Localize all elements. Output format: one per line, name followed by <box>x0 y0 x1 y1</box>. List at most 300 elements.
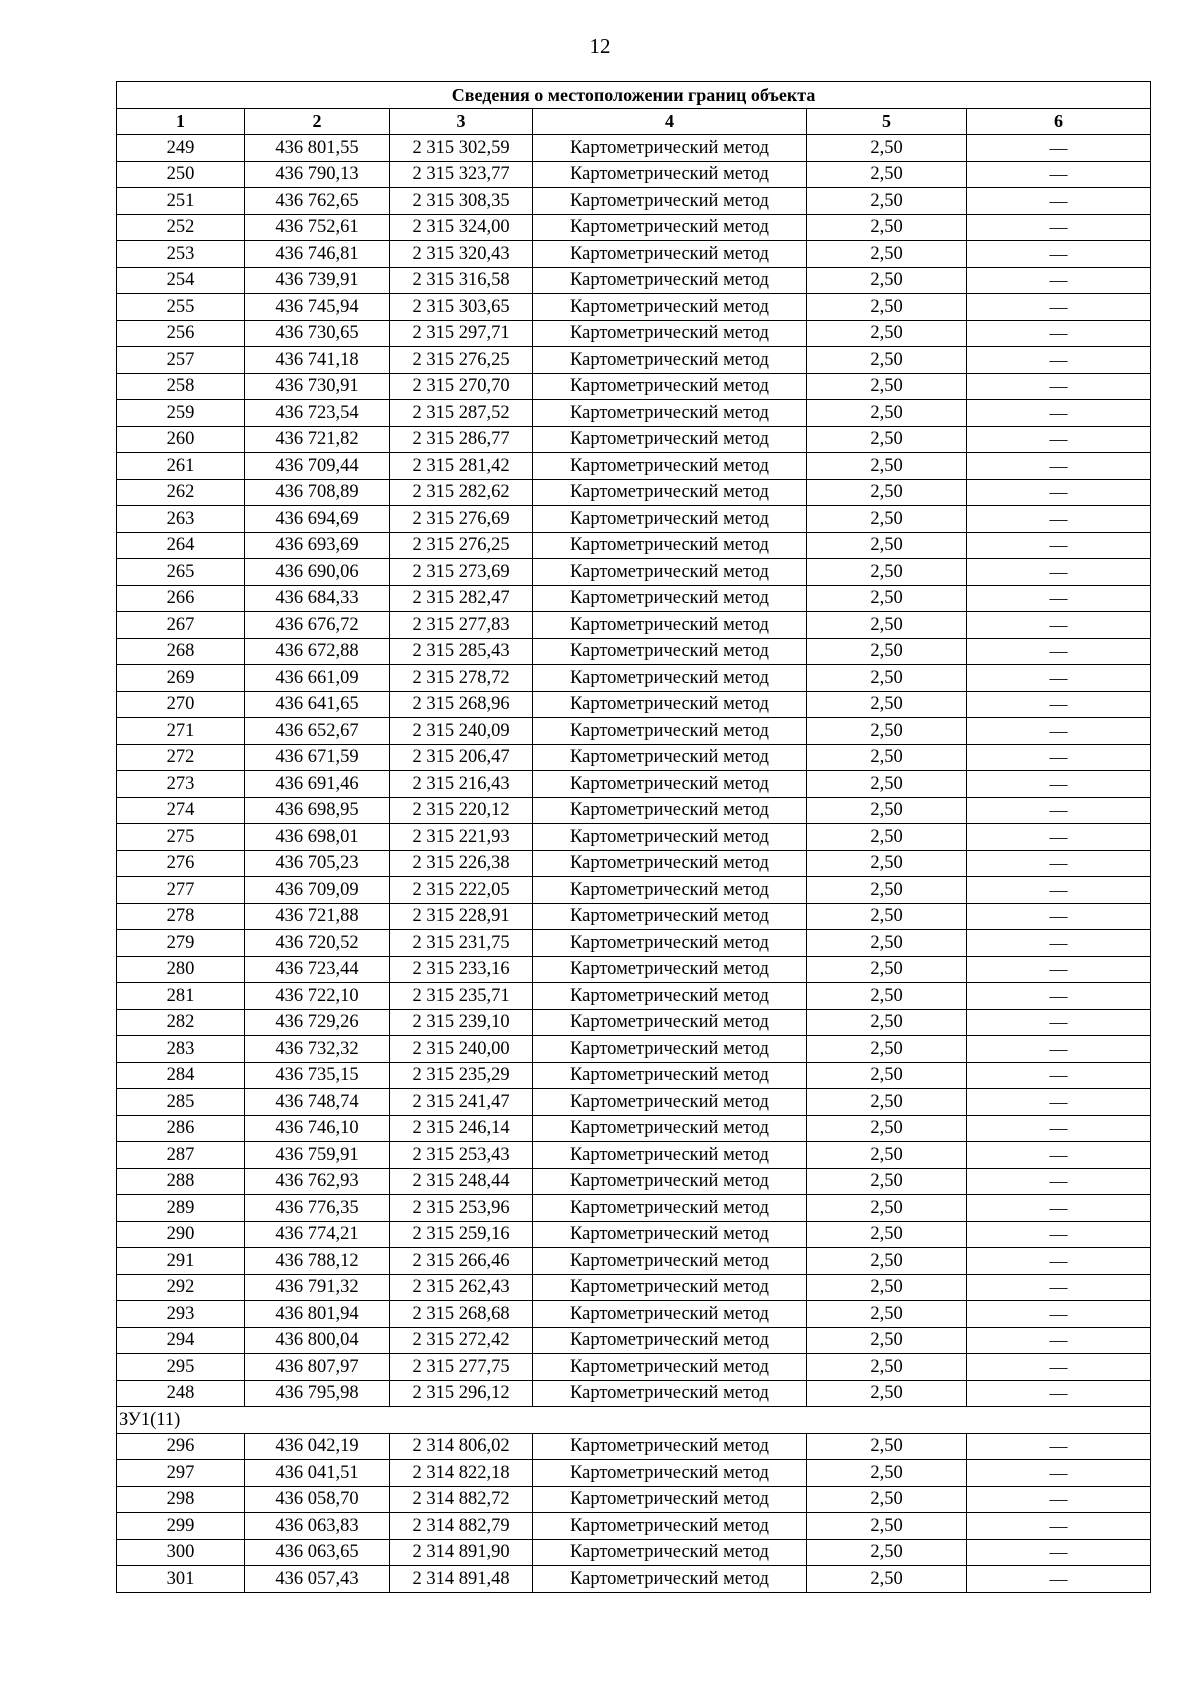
method-cell: Картометрический метод <box>533 877 807 904</box>
accuracy-cell: 2,50 <box>807 506 967 533</box>
coordinate-y-cell: 2 314 806,02 <box>390 1433 533 1460</box>
table-row <box>117 320 1151 347</box>
table-row <box>117 877 1151 904</box>
coordinate-y-cell: 2 315 316,58 <box>390 267 533 294</box>
method-cell: Картометрический метод <box>533 1009 807 1036</box>
description-cell: — <box>967 877 1151 904</box>
table-row <box>117 1248 1151 1275</box>
description-cell: — <box>967 532 1151 559</box>
coordinate-y-cell: 2 315 262,43 <box>390 1274 533 1301</box>
method-cell: Картометрический метод <box>533 241 807 268</box>
coordinate-y-cell: 2 315 320,43 <box>390 241 533 268</box>
method-cell: Картометрический метод <box>533 1354 807 1381</box>
table-row <box>117 453 1151 480</box>
coordinate-x-cell: 436 759,91 <box>245 1142 390 1169</box>
accuracy-cell: 2,50 <box>807 426 967 453</box>
accuracy-cell: 2,50 <box>807 1274 967 1301</box>
accuracy-cell: 2,50 <box>807 612 967 639</box>
coordinate-x-cell: 436 788,12 <box>245 1248 390 1275</box>
accuracy-cell: 2,50 <box>807 665 967 692</box>
coordinate-y-cell: 2 315 266,46 <box>390 1248 533 1275</box>
coordinate-y-cell: 2 314 882,72 <box>390 1486 533 1513</box>
point-number-cell: 273 <box>117 771 245 798</box>
method-cell: Картометрический метод <box>533 532 807 559</box>
description-cell: — <box>967 347 1151 374</box>
table-row <box>117 691 1151 718</box>
accuracy-cell: 2,50 <box>807 1089 967 1116</box>
description-cell: — <box>967 1036 1151 1063</box>
column-number-row <box>117 108 1151 135</box>
description-cell: — <box>967 188 1151 215</box>
method-cell: Картометрический метод <box>533 135 807 162</box>
coordinate-x-cell: 436 762,93 <box>245 1168 390 1195</box>
method-cell: Картометрический метод <box>533 267 807 294</box>
description-cell: — <box>967 1301 1151 1328</box>
coordinate-x-cell: 436 652,67 <box>245 718 390 745</box>
coordinate-y-cell: 2 315 302,59 <box>390 135 533 162</box>
method-cell: Картометрический метод <box>533 1433 807 1460</box>
point-number-cell: 298 <box>117 1486 245 1513</box>
description-cell: — <box>967 824 1151 851</box>
point-number-cell: 287 <box>117 1142 245 1169</box>
boundary-coordinates-table <box>116 81 1151 1593</box>
table-row <box>117 1301 1151 1328</box>
point-number-cell: 267 <box>117 612 245 639</box>
accuracy-cell: 2,50 <box>807 373 967 400</box>
coordinate-y-cell: 2 315 273,69 <box>390 559 533 586</box>
point-number-cell: 254 <box>117 267 245 294</box>
coordinate-y-cell: 2 315 253,43 <box>390 1142 533 1169</box>
point-number-cell: 262 <box>117 479 245 506</box>
coordinate-x-cell: 436 791,32 <box>245 1274 390 1301</box>
coordinate-x-cell: 436 672,88 <box>245 638 390 665</box>
method-cell: Картометрический метод <box>533 1513 807 1540</box>
column-header: 4 <box>533 108 807 135</box>
coordinate-x-cell: 436 739,91 <box>245 267 390 294</box>
point-number-cell: 284 <box>117 1062 245 1089</box>
coordinate-x-cell: 436 762,65 <box>245 188 390 215</box>
description-cell: — <box>967 718 1151 745</box>
accuracy-cell: 2,50 <box>807 1168 967 1195</box>
coordinate-y-cell: 2 315 303,65 <box>390 294 533 321</box>
accuracy-cell: 2,50 <box>807 1354 967 1381</box>
coordinate-x-cell: 436 741,18 <box>245 347 390 374</box>
point-number-cell: 274 <box>117 797 245 824</box>
description-cell: — <box>967 771 1151 798</box>
point-number-cell: 271 <box>117 718 245 745</box>
table-row <box>117 718 1151 745</box>
description-cell: — <box>967 1354 1151 1381</box>
accuracy-cell: 2,50 <box>807 1062 967 1089</box>
point-number-cell: 275 <box>117 824 245 851</box>
coordinate-y-cell: 2 315 228,91 <box>390 903 533 930</box>
method-cell: Картометрический метод <box>533 426 807 453</box>
column-header: 1 <box>117 108 245 135</box>
method-cell: Картометрический метод <box>533 453 807 480</box>
description-cell: — <box>967 1115 1151 1142</box>
table-row <box>117 824 1151 851</box>
table-row <box>117 267 1151 294</box>
accuracy-cell: 2,50 <box>807 241 967 268</box>
method-cell: Картометрический метод <box>533 850 807 877</box>
coordinate-y-cell: 2 315 268,96 <box>390 691 533 718</box>
description-cell: — <box>967 744 1151 771</box>
coordinate-y-cell: 2 315 253,96 <box>390 1195 533 1222</box>
method-cell: Картометрический метод <box>533 1380 807 1407</box>
accuracy-cell: 2,50 <box>807 797 967 824</box>
point-number-cell: 277 <box>117 877 245 904</box>
point-number-cell: 248 <box>117 1380 245 1407</box>
method-cell: Картометрический метод <box>533 1195 807 1222</box>
method-cell: Картометрический метод <box>533 797 807 824</box>
description-cell: — <box>967 930 1151 957</box>
method-cell: Картометрический метод <box>533 373 807 400</box>
accuracy-cell: 2,50 <box>807 956 967 983</box>
method-cell: Картометрический метод <box>533 400 807 427</box>
accuracy-cell: 2,50 <box>807 1539 967 1566</box>
description-cell: — <box>967 453 1151 480</box>
method-cell: Картометрический метод <box>533 1168 807 1195</box>
coordinate-y-cell: 2 314 891,90 <box>390 1539 533 1566</box>
table-row <box>117 532 1151 559</box>
description-cell: — <box>967 956 1151 983</box>
description-cell: — <box>967 241 1151 268</box>
coordinate-y-cell: 2 314 891,48 <box>390 1566 533 1593</box>
accuracy-cell: 2,50 <box>807 903 967 930</box>
coordinate-y-cell: 2 315 276,25 <box>390 347 533 374</box>
accuracy-cell: 2,50 <box>807 1036 967 1063</box>
point-number-cell: 266 <box>117 585 245 612</box>
coordinate-y-cell: 2 315 259,16 <box>390 1221 533 1248</box>
point-number-cell: 272 <box>117 744 245 771</box>
table-row <box>117 1486 1151 1513</box>
coordinate-x-cell: 436 694,69 <box>245 506 390 533</box>
accuracy-cell: 2,50 <box>807 453 967 480</box>
point-number-cell: 289 <box>117 1195 245 1222</box>
point-number-cell: 251 <box>117 188 245 215</box>
table-row <box>117 241 1151 268</box>
point-number-cell: 288 <box>117 1168 245 1195</box>
coordinate-x-cell: 436 058,70 <box>245 1486 390 1513</box>
point-number-cell: 291 <box>117 1248 245 1275</box>
coordinate-x-cell: 436 709,44 <box>245 453 390 480</box>
method-cell: Картометрический метод <box>533 1566 807 1593</box>
method-cell: Картометрический метод <box>533 612 807 639</box>
point-number-cell: 270 <box>117 691 245 718</box>
coordinate-x-cell: 436 801,94 <box>245 1301 390 1328</box>
description-cell: — <box>967 797 1151 824</box>
table-row <box>117 771 1151 798</box>
description-cell: — <box>967 665 1151 692</box>
coordinate-x-cell: 436 709,09 <box>245 877 390 904</box>
point-number-cell: 264 <box>117 532 245 559</box>
accuracy-cell: 2,50 <box>807 294 967 321</box>
description-cell: — <box>967 1460 1151 1487</box>
description-cell: — <box>967 1274 1151 1301</box>
table-title: Сведения о местоположении границ объекта <box>117 82 1151 109</box>
point-number-cell: 261 <box>117 453 245 480</box>
accuracy-cell: 2,50 <box>807 267 967 294</box>
table-row <box>117 744 1151 771</box>
table-row <box>117 1460 1151 1487</box>
coordinate-y-cell: 2 315 233,16 <box>390 956 533 983</box>
point-number-cell: 269 <box>117 665 245 692</box>
coordinate-x-cell: 436 722,10 <box>245 983 390 1010</box>
method-cell: Картометрический метод <box>533 956 807 983</box>
description-cell: — <box>967 1327 1151 1354</box>
method-cell: Картометрический метод <box>533 1274 807 1301</box>
accuracy-cell: 2,50 <box>807 1486 967 1513</box>
table-row <box>117 479 1151 506</box>
method-cell: Картометрический метод <box>533 188 807 215</box>
coordinate-x-cell: 436 720,52 <box>245 930 390 957</box>
point-number-cell: 295 <box>117 1354 245 1381</box>
accuracy-cell: 2,50 <box>807 347 967 374</box>
description-cell: — <box>967 1168 1151 1195</box>
accuracy-cell: 2,50 <box>807 559 967 586</box>
method-cell: Картометрический метод <box>533 1142 807 1169</box>
method-cell: Картометрический метод <box>533 347 807 374</box>
description-cell: — <box>967 135 1151 162</box>
page-number: 12 <box>589 34 611 58</box>
coordinate-x-cell: 436 807,97 <box>245 1354 390 1381</box>
method-cell: Картометрический метод <box>533 479 807 506</box>
table-row <box>117 161 1151 188</box>
table-row <box>117 1539 1151 1566</box>
coordinate-y-cell: 2 315 231,75 <box>390 930 533 957</box>
accuracy-cell: 2,50 <box>807 532 967 559</box>
coordinate-x-cell: 436 774,21 <box>245 1221 390 1248</box>
table-row <box>117 214 1151 241</box>
table-row <box>117 850 1151 877</box>
point-number-cell: 285 <box>117 1089 245 1116</box>
accuracy-cell: 2,50 <box>807 930 967 957</box>
description-cell: — <box>967 161 1151 188</box>
description-cell: — <box>967 1089 1151 1116</box>
accuracy-cell: 2,50 <box>807 135 967 162</box>
coordinate-x-cell: 436 041,51 <box>245 1460 390 1487</box>
point-number-cell: 281 <box>117 983 245 1010</box>
accuracy-cell: 2,50 <box>807 1115 967 1142</box>
point-number-cell: 260 <box>117 426 245 453</box>
point-number-cell: 286 <box>117 1115 245 1142</box>
coordinate-x-cell: 436 732,32 <box>245 1036 390 1063</box>
coordinate-y-cell: 2 314 822,18 <box>390 1460 533 1487</box>
coordinate-x-cell: 436 641,65 <box>245 691 390 718</box>
method-cell: Картометрический метод <box>533 1062 807 1089</box>
table-row <box>117 294 1151 321</box>
point-number-cell: 292 <box>117 1274 245 1301</box>
method-cell: Картометрический метод <box>533 1221 807 1248</box>
accuracy-cell: 2,50 <box>807 400 967 427</box>
method-cell: Картометрический метод <box>533 1539 807 1566</box>
table-body <box>117 135 1151 1593</box>
accuracy-cell: 2,50 <box>807 214 967 241</box>
coordinate-x-cell: 436 795,98 <box>245 1380 390 1407</box>
coordinate-y-cell: 2 315 235,71 <box>390 983 533 1010</box>
point-number-cell: 276 <box>117 850 245 877</box>
coordinate-x-cell: 436 063,65 <box>245 1539 390 1566</box>
description-cell: — <box>967 1248 1151 1275</box>
coordinate-y-cell: 2 315 239,10 <box>390 1009 533 1036</box>
accuracy-cell: 2,50 <box>807 1195 967 1222</box>
coordinate-x-cell: 436 776,35 <box>245 1195 390 1222</box>
table-row <box>117 665 1151 692</box>
accuracy-cell: 2,50 <box>807 1380 967 1407</box>
accuracy-cell: 2,50 <box>807 1142 967 1169</box>
coordinate-y-cell: 2 315 324,00 <box>390 214 533 241</box>
point-number-cell: 258 <box>117 373 245 400</box>
coordinate-y-cell: 2 315 287,52 <box>390 400 533 427</box>
description-cell: — <box>967 320 1151 347</box>
description-cell: — <box>967 1195 1151 1222</box>
accuracy-cell: 2,50 <box>807 877 967 904</box>
coordinate-y-cell: 2 315 286,77 <box>390 426 533 453</box>
coordinate-x-cell: 436 730,65 <box>245 320 390 347</box>
coordinate-x-cell: 436 723,54 <box>245 400 390 427</box>
point-number-cell: 279 <box>117 930 245 957</box>
description-cell: — <box>967 903 1151 930</box>
coordinate-y-cell: 2 314 882,79 <box>390 1513 533 1540</box>
coordinate-y-cell: 2 315 281,42 <box>390 453 533 480</box>
method-cell: Картометрический метод <box>533 1036 807 1063</box>
table-row <box>117 1513 1151 1540</box>
coordinate-x-cell: 436 800,04 <box>245 1327 390 1354</box>
point-number-cell: 265 <box>117 559 245 586</box>
description-cell: — <box>967 638 1151 665</box>
description-cell: — <box>967 294 1151 321</box>
accuracy-cell: 2,50 <box>807 1433 967 1460</box>
coordinate-x-cell: 436 705,23 <box>245 850 390 877</box>
description-cell: — <box>967 1062 1151 1089</box>
point-number-cell: 280 <box>117 956 245 983</box>
coordinate-x-cell: 436 801,55 <box>245 135 390 162</box>
coordinate-x-cell: 436 661,09 <box>245 665 390 692</box>
coordinate-y-cell: 2 315 285,43 <box>390 638 533 665</box>
table-row <box>117 559 1151 586</box>
coordinate-y-cell: 2 315 240,00 <box>390 1036 533 1063</box>
table-row <box>117 1327 1151 1354</box>
method-cell: Картометрический метод <box>533 1089 807 1116</box>
accuracy-cell: 2,50 <box>807 638 967 665</box>
point-number-cell: 257 <box>117 347 245 374</box>
table-row <box>117 1380 1151 1407</box>
description-cell: — <box>967 1221 1151 1248</box>
coordinate-x-cell: 436 735,15 <box>245 1062 390 1089</box>
point-number-cell: 278 <box>117 903 245 930</box>
accuracy-cell: 2,50 <box>807 718 967 745</box>
method-cell: Картометрический метод <box>533 320 807 347</box>
description-cell: — <box>967 691 1151 718</box>
coordinate-x-cell: 436 690,06 <box>245 559 390 586</box>
table-title-row <box>117 82 1151 109</box>
table-row <box>117 188 1151 215</box>
table-row <box>117 1142 1151 1169</box>
point-number-cell: 301 <box>117 1566 245 1593</box>
accuracy-cell: 2,50 <box>807 850 967 877</box>
table-row <box>117 1566 1151 1593</box>
method-cell: Картометрический метод <box>533 691 807 718</box>
point-number-cell: 255 <box>117 294 245 321</box>
table-row <box>117 1036 1151 1063</box>
accuracy-cell: 2,50 <box>807 320 967 347</box>
point-number-cell: 252 <box>117 214 245 241</box>
point-number-cell: 300 <box>117 1539 245 1566</box>
description-cell: — <box>967 1539 1151 1566</box>
table-row <box>117 1195 1151 1222</box>
accuracy-cell: 2,50 <box>807 479 967 506</box>
coordinate-y-cell: 2 315 276,69 <box>390 506 533 533</box>
table-row <box>117 1115 1151 1142</box>
coordinate-y-cell: 2 315 235,29 <box>390 1062 533 1089</box>
method-cell: Картометрический метод <box>533 665 807 692</box>
point-number-cell: 250 <box>117 161 245 188</box>
coordinate-x-cell: 436 671,59 <box>245 744 390 771</box>
coordinate-x-cell: 436 721,88 <box>245 903 390 930</box>
coordinate-x-cell: 436 790,13 <box>245 161 390 188</box>
accuracy-cell: 2,50 <box>807 1221 967 1248</box>
method-cell: Картометрический метод <box>533 771 807 798</box>
accuracy-cell: 2,50 <box>807 771 967 798</box>
coordinate-x-cell: 436 042,19 <box>245 1433 390 1460</box>
description-cell: — <box>967 1486 1151 1513</box>
coordinate-x-cell: 436 721,82 <box>245 426 390 453</box>
method-cell: Картометрический метод <box>533 638 807 665</box>
point-number-cell: 296 <box>117 1433 245 1460</box>
accuracy-cell: 2,50 <box>807 983 967 1010</box>
column-header: 2 <box>245 108 390 135</box>
description-cell: — <box>967 506 1151 533</box>
table-row <box>117 1433 1151 1460</box>
coordinate-x-cell: 436 684,33 <box>245 585 390 612</box>
point-number-cell: 293 <box>117 1301 245 1328</box>
accuracy-cell: 2,50 <box>807 691 967 718</box>
point-number-cell: 259 <box>117 400 245 427</box>
point-number-cell: 297 <box>117 1460 245 1487</box>
method-cell: Картометрический метод <box>533 1248 807 1275</box>
description-cell: — <box>967 1566 1151 1593</box>
point-number-cell: 263 <box>117 506 245 533</box>
coordinate-y-cell: 2 315 248,44 <box>390 1168 533 1195</box>
table-row <box>117 506 1151 533</box>
method-cell: Картометрический метод <box>533 161 807 188</box>
point-number-cell: 294 <box>117 1327 245 1354</box>
column-header: 3 <box>390 108 533 135</box>
table-row <box>117 1221 1151 1248</box>
description-cell: — <box>967 983 1151 1010</box>
coordinate-y-cell: 2 315 240,09 <box>390 718 533 745</box>
accuracy-cell: 2,50 <box>807 1009 967 1036</box>
coordinate-y-cell: 2 315 220,12 <box>390 797 533 824</box>
table-row <box>117 612 1151 639</box>
coordinate-x-cell: 436 708,89 <box>245 479 390 506</box>
coordinate-x-cell: 436 723,44 <box>245 956 390 983</box>
accuracy-cell: 2,50 <box>807 824 967 851</box>
coordinate-y-cell: 2 315 241,47 <box>390 1089 533 1116</box>
coordinate-y-cell: 2 315 282,47 <box>390 585 533 612</box>
coordinate-y-cell: 2 315 282,62 <box>390 479 533 506</box>
coordinate-y-cell: 2 315 278,72 <box>390 665 533 692</box>
table-row <box>117 903 1151 930</box>
coordinate-x-cell: 436 730,91 <box>245 373 390 400</box>
coordinate-x-cell: 436 746,81 <box>245 241 390 268</box>
point-number-cell: 299 <box>117 1513 245 1540</box>
coordinate-x-cell: 436 698,95 <box>245 797 390 824</box>
method-cell: Картометрический метод <box>533 824 807 851</box>
description-cell: — <box>967 1513 1151 1540</box>
section-row <box>117 1407 1151 1434</box>
coordinate-y-cell: 2 315 216,43 <box>390 771 533 798</box>
